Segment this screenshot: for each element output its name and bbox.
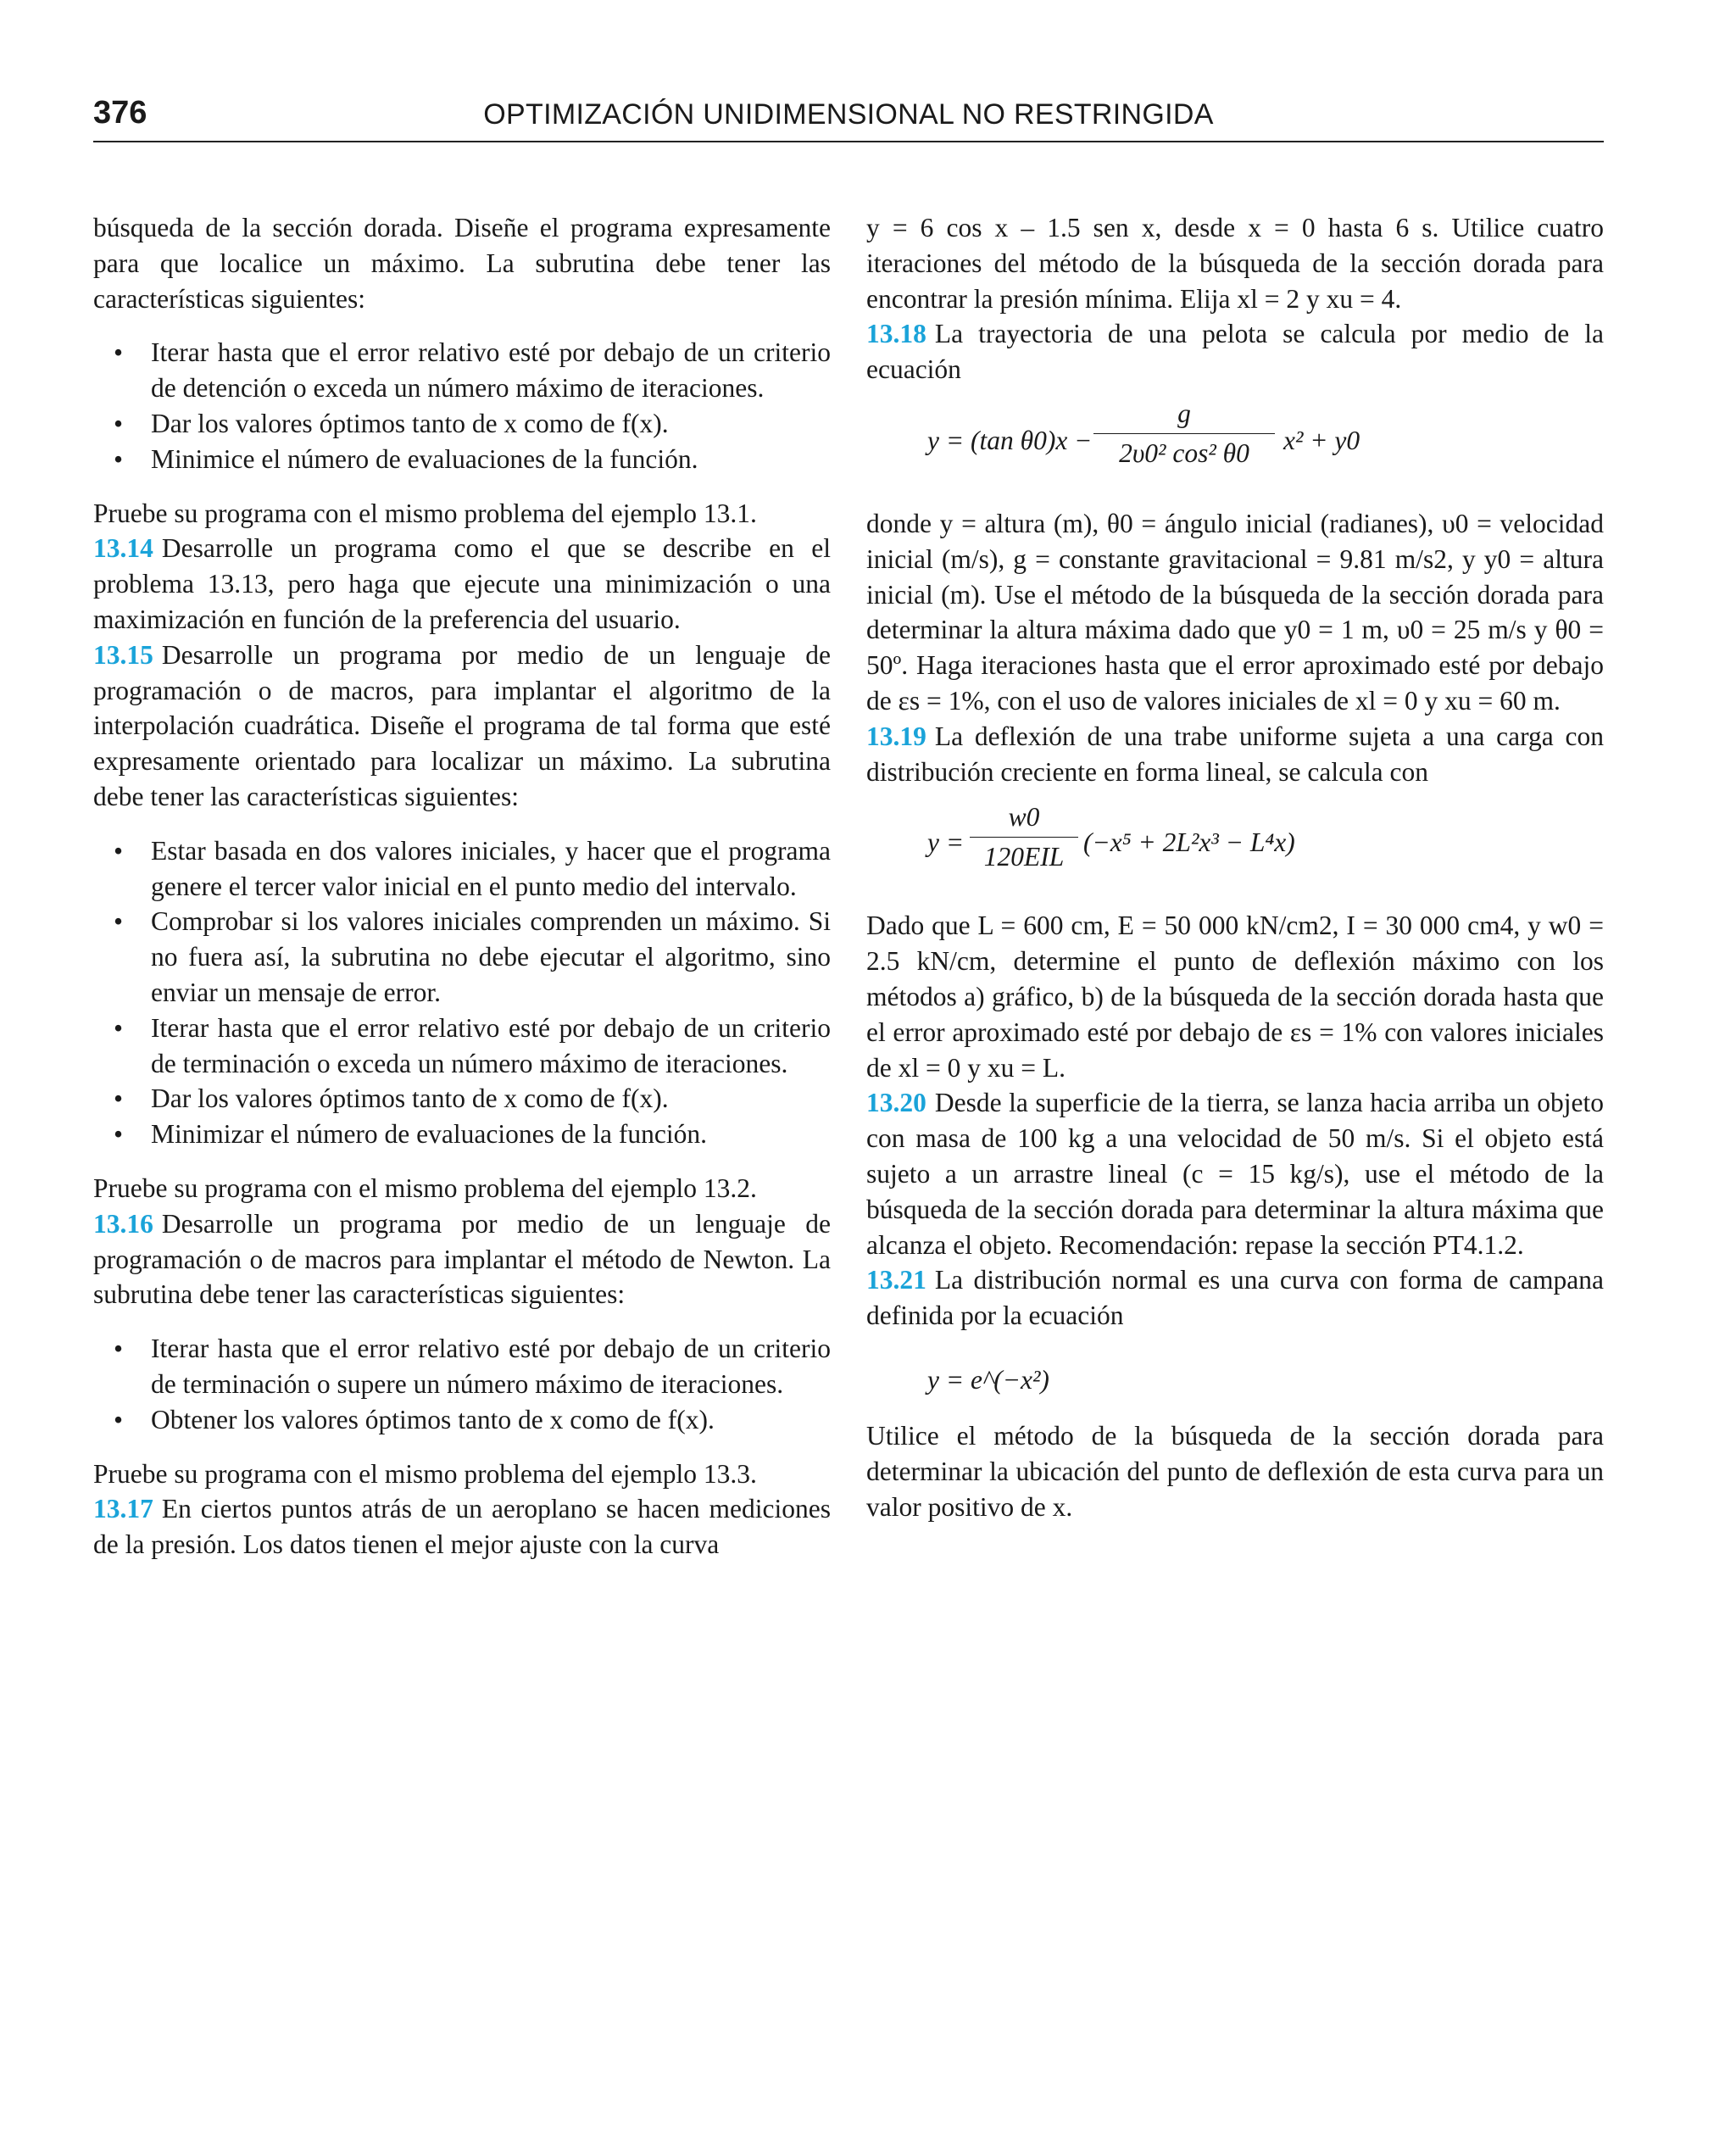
fraction-numerator: w0 [970,799,1078,838]
fraction-numerator: g [1093,396,1275,434]
list-item: • Minimizar el número de evaluaciones de la función. [93,1117,831,1152]
page-header [93,92,1604,142]
bullet-list-1316 [93,1331,831,1437]
test-note-2: Pruebe su programa con el mismo problema del ejemplo 13.2. [93,1172,757,1203]
equation-deflection [866,794,1604,894]
problem-13-16: 13.16 Desarrolle un programa por medio de un lenguaje de programación o de macros para implantar el método de Newton. La subrutina debe tener las características siguientes: [93,1208,831,1310]
page-number: 376 [93,95,147,131]
equation-normal-distribution [866,1339,1604,1405]
list-item: • Iterar hasta que el error relativo esté por debajo de un criterio de terminación o supere un número máximo de iteraciones. [93,1331,831,1402]
intro-paragraph: búsqueda de la sección dorada. Diseñe el programa expresamente para que localice un máximo. La subrutina debe tener las características siguientes: [93,213,831,314]
problem-number: 13.18 [866,319,926,349]
bullet-list-1315 [93,833,831,1152]
test-note-3: Pruebe su programa con el mismo problema del ejemplo 13.3. [93,1458,757,1489]
fraction-denominator: 2υ0² cos² θ0 [1119,437,1249,468]
problem-number: 13.19 [866,721,926,751]
fraction-denominator: 120EIL [983,842,1065,872]
problem-number: 13.20 [866,1088,926,1118]
equation-fraction [970,799,1078,875]
equation-left-side: y = [927,827,965,858]
problem-13-14: 13.14 Desarrolle un programa como el que se describe en el problema 13.13, pero haga que ejecute una minimización o una maximización en función de la preferencia del usuario. [93,533,831,634]
problem-13-17: 13.17 En ciertos puntos atrás de un aeroplano se hacen mediciones de la presión. Los datos tienen el mejor ajuste con la curva [93,1494,831,1560]
test-note-1: Pruebe su programa con el mismo problema del ejemplo 13.1. [93,498,757,528]
equation-gaussian: y = e^(−x²) [927,1364,1049,1395]
problem-13-19-data: Dado que L = 600 cm, E = 50 000 kN/cm2, I = 30 000 cm4, y w0 = 2.5 kN/cm, determine el punto de deflexión máximo con los métodos a) gráfico, b) de la búsqueda de la sección dorada hasta que el error aproximado esté por debajo de εs = 1% con valores iniciales de xl = 0 y xu = L. [866,911,1604,1083]
problem-number: 13.17 [93,1494,153,1524]
list-item: • Comprobar si los valores iniciales comprenden un máximo. Si no fuera así, la subrutina no debe ejecutar el algoritmo, sino enviar un mensaje de error. [93,904,831,1010]
equation-right-side: x² + y0 [1283,425,1360,455]
problem-13-18-definitions: donde y = altura (m), θ0 = ángulo inicial (radianes), υ0 = velocidad inicial (m/s), g = constante gravitacional = 9.81 m/s2, y y0 = altura inicial (m). Use el método de la búsqueda de la sección dorada para determinar la altura máxima dado que y0 = 1 m, υ0 = 25 m/s y θ0 = 50º. Haga iteraciones hasta que el error aproximado esté por debajo de εs = 1%, con el uso de valores iniciales de xl = 0 y xu = 60 m. [866,508,1604,716]
problem-13-20: 13.20 Desde la superficie de la tierra, se lanza hacia arriba un objeto con masa de 100 kg a una velocidad de 50 m/s. Si el objeto está sujeto a un arrastre lineal (c = 15 kg/s), use el método de la búsqueda de la sección dorada para determinar la altura máxima que alcanza el objeto. Recomendación: repase la sección PT4.1.2. [866,1088,1604,1260]
list-item: • Obtener los valores óptimos tanto de x como de f(x). [93,1402,831,1438]
problem-number: 13.16 [93,1208,153,1239]
equation-trajectory [866,393,1604,493]
list-item: • Dar los valores óptimos tanto de x como de f(x). [93,406,831,442]
problem-13-21-task: Utilice el método de la búsqueda de la sección dorada para determinar la ubicación del punto de deflexión de esta curva para un valor positivo de x. [866,1420,1604,1522]
running-title: OPTIMIZACIÓN UNIDIMENSIONAL NO RESTRINGIDA [483,98,1214,131]
problem-13-19: 13.19 La deflexión de una trabe uniforme sujeta a una carga con distribución creciente en forma lineal, se calcula con [866,721,1604,787]
problem-number: 13.15 [93,639,153,670]
problem-number: 13.21 [866,1265,926,1295]
list-item: • Iterar hasta que el error relativo esté por debajo de un criterio de terminación o exceda un número máximo de iteraciones. [93,1011,831,1082]
right-column [866,210,1604,1524]
equation-fraction [1093,396,1275,471]
problem-13-21: 13.21 La distribución normal es una curva con forma de campana definida por la ecuación [866,1265,1604,1331]
list-item: • Iterar hasta que el error relativo esté por debajo de un criterio de detención o exceda un número máximo de iteraciones. [93,335,831,406]
bullet-list-1313 [93,335,831,476]
list-item: • Dar los valores óptimos tanto de x como de f(x). [93,1081,831,1117]
problem-13-17-continued: y = 6 cos x – 1.5 sen x, desde x = 0 hasta 6 s. Utilice cuatro iteraciones del método de la búsqueda de la sección dorada para encontrar la presión mínima. Elija xl = 2 y xu = 4. [866,213,1604,314]
problem-number: 13.14 [93,533,153,564]
equation-left-side: y = (tan θ0)x − [927,425,1093,455]
problem-13-15: 13.15 Desarrolle un programa por medio de un lenguaje de programación o de macros, para implantar el algoritmo de la interpolación cuadrática. Diseñe el programa de tal forma que esté expresamente orientado para localizar un máximo. La subrutina debe tener las características siguientes: [93,639,831,811]
list-item: • Minimice el número de evaluaciones de la función. [93,442,831,477]
list-item: • Estar basada en dos valores iniciales, y hacer que el programa genere el tercer valor inicial en el punto medio del intervalo. [93,833,831,905]
problem-13-18: 13.18 La trayectoria de una pelota se calcula por medio de la ecuación [866,319,1604,385]
left-column [93,210,831,1562]
equation-right-side: (−x⁵ + 2L²x³ − L⁴x) [1083,827,1295,858]
